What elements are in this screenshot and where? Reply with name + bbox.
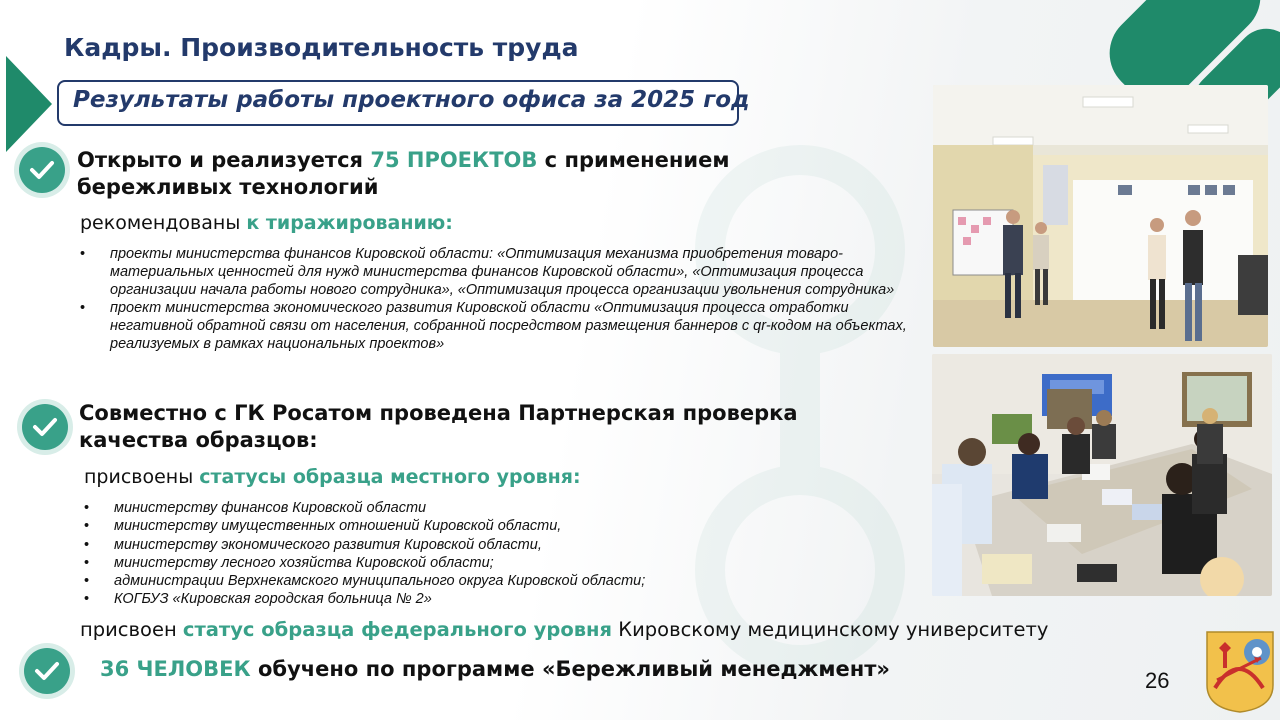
section-heading [77, 147, 797, 201]
heading-text: обучено по программе «Бережливый менеджмент» [250, 657, 891, 681]
section-lead [84, 466, 581, 488]
check-icon [22, 404, 68, 450]
heading-text: с применением бережливых технологий [77, 148, 730, 199]
page-title: Кадры. Производительность труда [64, 33, 579, 62]
emblem-icon [1205, 630, 1275, 714]
page-number: 26 [1145, 668, 1170, 693]
list-item: • министерству имущественных отношений Кировской области, [84, 517, 844, 535]
federal-status [80, 618, 1048, 641]
bullet-list [80, 245, 915, 353]
check-icon [19, 147, 65, 193]
lead-accent: к тиражированию: [246, 212, 453, 234]
lead-text: присвоен [80, 618, 183, 641]
heading-accent: 36 ЧЕЛОВЕК [100, 657, 251, 681]
workshop-photo [933, 85, 1268, 347]
lead-text: Кировскому медицинскому университету [612, 618, 1049, 641]
list-item: • министерству лесного хозяйства Кировской области; [84, 554, 844, 572]
lead-accent: статус образца федерального уровня [182, 618, 613, 641]
list-item: • министерству финансов Кировской области [84, 499, 844, 517]
section-lead [80, 212, 453, 234]
list-item: • проекты министерства финансов Кировской области: «Оптимизация механизма приобретения товаро-материальных ценностей для нужд министерства финансов Кировской области», «Оптимизация процесса организации начала работы нового сотрудника», «Оптимизация процесса организации увольнения сотрудника» [80, 245, 915, 299]
meeting-photo [932, 354, 1272, 596]
list-item: • проект министерства экономического развития Кировской области «Оптимизация процесса отработки негативной обратной связи от населения, собранной посредством размещения баннеров с qr-кодом на объектах, реализуемых в рамках национальных проектов» [80, 299, 915, 353]
heading-text: Открыто и реализуется [77, 148, 371, 172]
list-item: • КОГБУЗ «Кировская городская больница № 2» [84, 590, 844, 608]
bullet-list [84, 499, 844, 609]
list-item: • министерству экономического развития Кировской области, [84, 536, 844, 554]
lead-text: присвоены [84, 466, 200, 488]
section-heading: Совместно с ГК Росатом проведена Партнерская проверка качества образцов: [79, 401, 798, 452]
decor-arrow [6, 56, 52, 152]
list-item: • администрации Верхнекамского муниципального округа Кировской области; [84, 572, 844, 590]
section-heading [100, 656, 890, 683]
check-icon [24, 648, 70, 694]
page-subtitle: Результаты работы проектного офиса за 2025 год [73, 87, 750, 113]
lead-accent: статусы образца местного уровня: [199, 466, 581, 488]
heading-accent: 75 ПРОЕКТОВ [370, 148, 538, 172]
lead-text: рекомендованы [80, 212, 247, 234]
